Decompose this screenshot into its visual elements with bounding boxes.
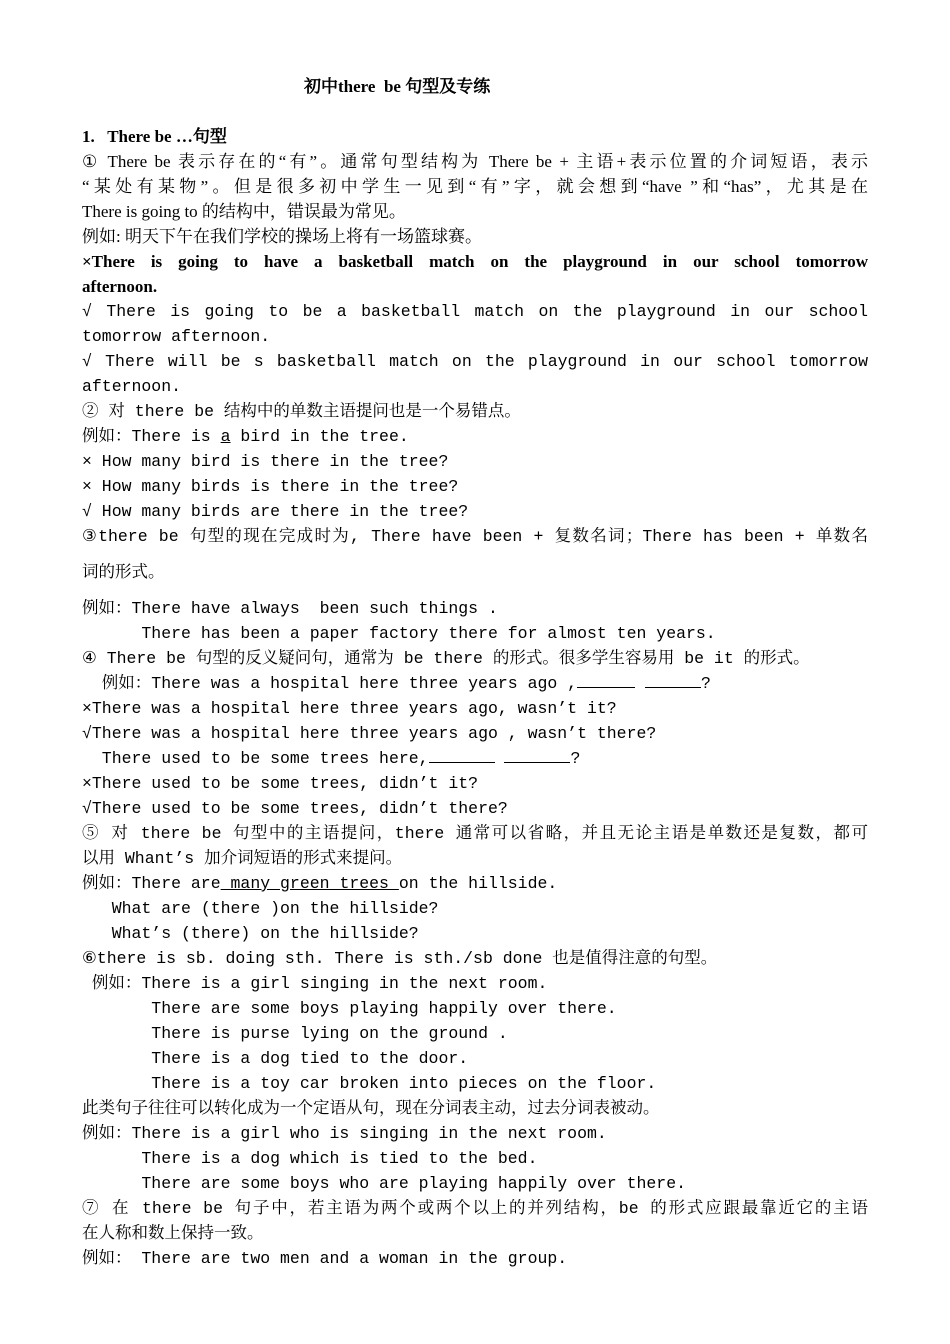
point-heading: ⑤ 对 there be 句型中的主语提问，there 通常可以省略，并且无论主语是单数还是复数，都可 <box>82 824 868 843</box>
example-sentence: 例如： There are two men and a woman in the group. <box>82 1249 568 1268</box>
text-span: 例如：There was a hospital here three years ago , <box>82 674 578 693</box>
wrong-example: ×There was a hospital here three years ago, wasn’t it? <box>82 699 617 718</box>
text-span: 例如：There are <box>82 874 221 893</box>
text-span: on the hillside. <box>398 874 558 893</box>
example-sentence: There are some boys who are playing happily over there. <box>82 1174 686 1193</box>
example-label: 例如: 明天下午在我们学校的操场上将有一场篮球赛。 <box>82 227 482 246</box>
example-sentence: 例如：There is a girl who is singing in the next room. <box>82 1124 607 1143</box>
example-sentence: What are (there )on the hillside? <box>82 899 439 918</box>
point-heading: 在人称和数上保持一致。 <box>82 1224 264 1243</box>
correct-example: √ There is going to be a basketball match on the playground in our school <box>82 302 868 321</box>
point-heading: ② 对 there be 结构中的单数主语提问也是一个易错点。 <box>82 402 521 421</box>
text-span: bird in the tree. <box>230 427 409 446</box>
text-span: 例如：There is <box>82 427 221 446</box>
section-heading: 1. There be …句型 <box>82 127 227 146</box>
wrong-example: afternoon. <box>82 277 158 296</box>
correct-example: √ How many birds are there in the tree? <box>82 502 469 521</box>
answer-blank[interactable] <box>577 671 635 688</box>
correct-example: √ There will be s basketball match on the playground in our school tomorrow <box>82 352 868 371</box>
wrong-example: ×There used to be some trees, didn’t it? <box>82 774 479 793</box>
correct-example: √There was a hospital here three years ago , wasn’t there? <box>82 724 657 743</box>
example-sentence: What’s (there) on the hillside? <box>82 924 419 943</box>
example-sentence: There is a dog which is tied to the bed. <box>82 1149 538 1168</box>
text-span: ? <box>700 674 711 693</box>
example-sentence: There is a dog tied to the door. <box>82 1049 469 1068</box>
example-sentence <box>82 746 580 771</box>
correct-example: afternoon. <box>82 377 182 396</box>
example-sentence <box>82 871 557 896</box>
text-span: There used to be some trees here, <box>82 749 429 768</box>
point-heading: 词的形式。 <box>82 563 165 582</box>
point-heading: ⑦ 在 there be 句子中，若主语为两个或两个以上的并列结构，be 的形式应跟最靠近它的主语 <box>82 1199 868 1218</box>
point-heading: ④ There be 句型的反义疑问句，通常为 be there 的形式。很多学生容易用 be it 的形式。 <box>82 649 810 668</box>
paragraph-line: ① There be 表示存在的“有”。通常句型结构为 There be + 主语+表示位置的介词短语，表示 <box>82 152 868 171</box>
wrong-example: × How many bird is there in the tree? <box>82 452 449 471</box>
note-line: 此类句子往往可以转化成为一个定语从句，现在分词表主动，过去分词表被动。 <box>82 1099 660 1118</box>
answer-blank[interactable] <box>429 746 495 763</box>
point-heading: ⑥there is sb. doing sth. There is sth./sb done 也是值得注意的句型。 <box>82 949 718 968</box>
example-sentence <box>82 424 409 449</box>
example-sentence: 例如：There have always been such things . <box>82 599 498 618</box>
example-sentence: There are some boys playing happily over there. <box>82 999 617 1018</box>
example-sentence <box>82 671 711 696</box>
answer-blank[interactable] <box>504 746 570 763</box>
example-sentence: 例如：There is a girl singing in the next room. <box>82 974 548 993</box>
text-span: ? <box>570 749 581 768</box>
wrong-example: ×There is going to have a basketball match on the playground in our school tomorrow <box>82 252 868 271</box>
example-sentence: There is purse lying on the ground . <box>82 1024 508 1043</box>
point-heading: ③there be 句型的现在完成时为, There have been + 复数名词；There has been + 单数名 <box>82 527 868 546</box>
paragraph-line: There is going to 的结构中，错误最为常见。 <box>82 202 406 221</box>
point-heading: 以用 Whant’s 加介词短语的形式来提问。 <box>82 849 403 868</box>
document-title: 初中there be 句型及专练 <box>304 77 491 96</box>
paragraph-line: “某处有某物”。但是很多初中学生一见到“有”字，就会想到“have ”和“has”，尤其是在 <box>82 177 868 196</box>
example-sentence: There is a toy car broken into pieces on the floor. <box>82 1074 657 1093</box>
answer-blank[interactable] <box>645 671 701 688</box>
underlined-word: a <box>220 427 231 446</box>
correct-example: √There used to be some trees, didn’t there? <box>82 799 508 818</box>
wrong-example: × How many birds is there in the tree? <box>82 477 459 496</box>
underlined-phrase: many green trees <box>220 874 399 893</box>
example-sentence: There has been a paper factory there for almost ten years. <box>82 624 716 643</box>
correct-example: tomorrow afternoon. <box>82 327 271 346</box>
